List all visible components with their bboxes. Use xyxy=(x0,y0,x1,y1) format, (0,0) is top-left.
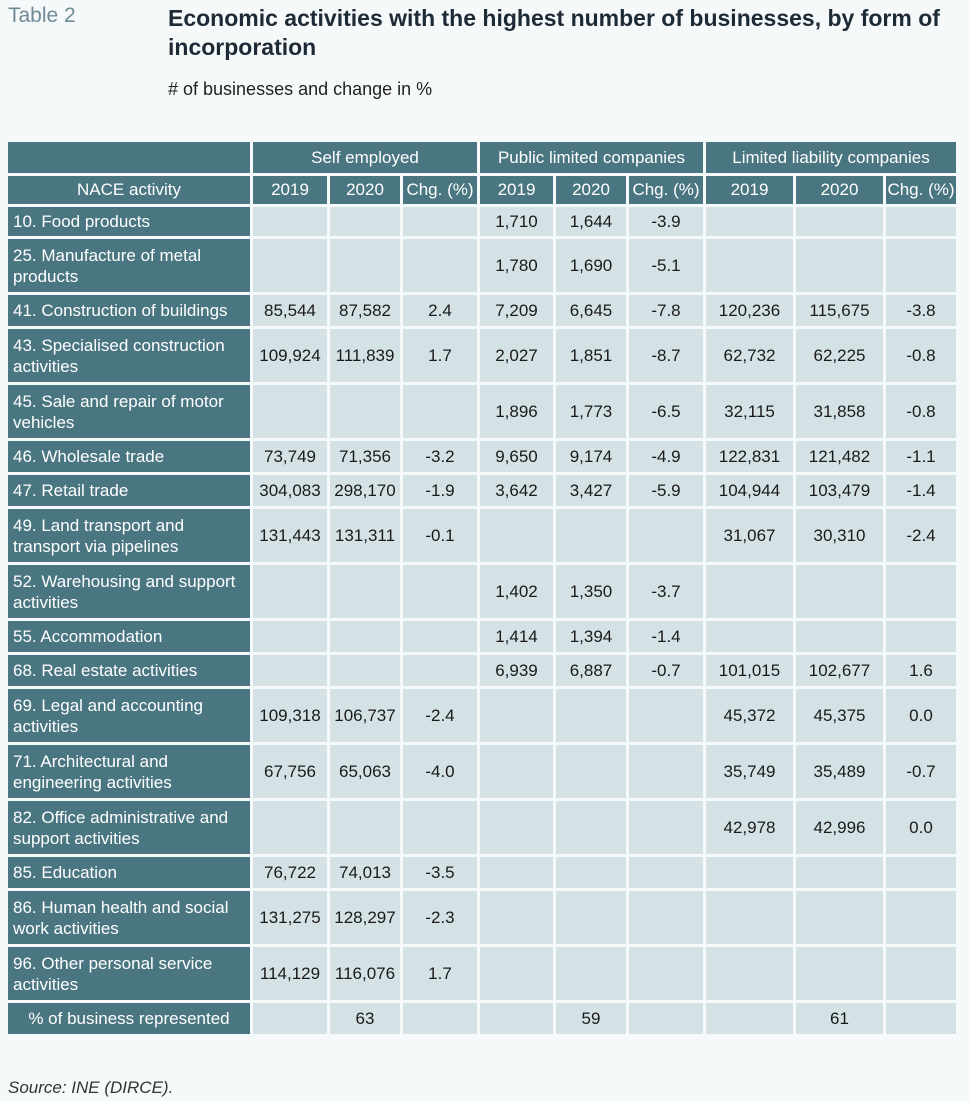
value-cell: -1.4 xyxy=(886,475,956,506)
value-cell: -1.9 xyxy=(403,475,477,506)
value-cell: 120,236 xyxy=(706,295,793,326)
value-cell xyxy=(629,801,703,854)
header-blank-cell xyxy=(8,142,250,173)
value-cell: 111,839 xyxy=(330,329,400,382)
value-cell: -5.9 xyxy=(629,475,703,506)
value-cell xyxy=(629,509,703,562)
value-cell: 76,722 xyxy=(253,857,327,888)
value-cell xyxy=(253,207,327,236)
value-cell: -3.5 xyxy=(403,857,477,888)
value-cell xyxy=(556,891,626,944)
activity-cell: 52. Warehousing and support activities xyxy=(8,565,250,618)
value-cell: -4.0 xyxy=(403,745,477,798)
value-cell: 1,690 xyxy=(556,239,626,292)
value-cell: 0.0 xyxy=(886,801,956,854)
value-cell: 298,170 xyxy=(330,475,400,506)
value-cell xyxy=(480,801,553,854)
column-header: 2020 xyxy=(556,176,626,204)
value-cell xyxy=(480,857,553,888)
value-cell xyxy=(556,689,626,742)
value-cell: 6,645 xyxy=(556,295,626,326)
table-row xyxy=(8,801,956,854)
value-cell: -2.4 xyxy=(886,509,956,562)
table-row xyxy=(8,295,956,326)
value-cell: -6.5 xyxy=(629,385,703,438)
value-cell xyxy=(706,1003,793,1034)
value-cell: 9,174 xyxy=(556,441,626,472)
value-cell xyxy=(480,689,553,742)
value-cell xyxy=(403,801,477,854)
value-cell: 102,677 xyxy=(796,655,883,686)
activity-cell: 46. Wholesale trade xyxy=(8,441,250,472)
table-row xyxy=(8,565,956,618)
value-cell xyxy=(403,239,477,292)
value-cell: 128,297 xyxy=(330,891,400,944)
value-cell: 59 xyxy=(556,1003,626,1034)
value-cell: 1,710 xyxy=(480,207,553,236)
value-cell: 1,851 xyxy=(556,329,626,382)
activity-cell: 45. Sale and repair of motor vehicles xyxy=(8,385,250,438)
value-cell: -3.8 xyxy=(886,295,956,326)
value-cell: 1,773 xyxy=(556,385,626,438)
value-cell xyxy=(403,621,477,652)
value-cell: -2.3 xyxy=(403,891,477,944)
value-cell: 101,015 xyxy=(706,655,793,686)
value-cell: 45,372 xyxy=(706,689,793,742)
value-cell: 109,318 xyxy=(253,689,327,742)
value-cell xyxy=(886,1003,956,1034)
value-cell xyxy=(629,891,703,944)
value-cell: 63 xyxy=(330,1003,400,1034)
value-cell xyxy=(706,947,793,1000)
activity-cell: 49. Land transport and transport via pipelines xyxy=(8,509,250,562)
value-cell: 3,642 xyxy=(480,475,553,506)
value-cell: -0.8 xyxy=(886,329,956,382)
value-cell: 6,939 xyxy=(480,655,553,686)
value-cell xyxy=(629,1003,703,1034)
value-cell xyxy=(886,891,956,944)
source-note: Source: INE (DIRCE). xyxy=(8,1078,174,1097)
value-cell xyxy=(706,207,793,236)
value-cell xyxy=(886,947,956,1000)
table-row xyxy=(8,509,956,562)
value-cell: 35,489 xyxy=(796,745,883,798)
value-cell: -3.7 xyxy=(629,565,703,618)
value-cell: 31,858 xyxy=(796,385,883,438)
value-cell: -8.7 xyxy=(629,329,703,382)
value-cell xyxy=(796,947,883,1000)
value-cell: 131,275 xyxy=(253,891,327,944)
value-cell: 42,996 xyxy=(796,801,883,854)
table-row xyxy=(8,475,956,506)
value-cell: -0.7 xyxy=(629,655,703,686)
value-cell: 31,067 xyxy=(706,509,793,562)
value-cell xyxy=(480,1003,553,1034)
value-cell xyxy=(629,745,703,798)
value-cell: 2,027 xyxy=(480,329,553,382)
value-cell xyxy=(886,621,956,652)
value-cell: 62,732 xyxy=(706,329,793,382)
value-cell xyxy=(706,891,793,944)
value-cell: 121,482 xyxy=(796,441,883,472)
value-cell: 1,896 xyxy=(480,385,553,438)
value-cell: -5.1 xyxy=(629,239,703,292)
value-cell: 103,479 xyxy=(796,475,883,506)
table-row xyxy=(8,857,956,888)
value-cell: -0.8 xyxy=(886,385,956,438)
table-row xyxy=(8,239,956,292)
value-cell xyxy=(886,565,956,618)
activity-cell: 82. Office administrative and support activities xyxy=(8,801,250,854)
value-cell: 131,311 xyxy=(330,509,400,562)
value-cell xyxy=(706,857,793,888)
table-row xyxy=(8,655,956,686)
value-cell xyxy=(253,1003,327,1034)
activity-cell: 41. Construction of buildings xyxy=(8,295,250,326)
group-header-limited-liability: Limited liability companies xyxy=(706,142,956,173)
column-header: 2020 xyxy=(330,176,400,204)
table-row xyxy=(8,207,956,236)
value-cell xyxy=(629,947,703,1000)
group-header-self-employed: Self employed xyxy=(253,142,477,173)
value-cell: 0.0 xyxy=(886,689,956,742)
value-cell: 1,402 xyxy=(480,565,553,618)
column-header: 2019 xyxy=(480,176,553,204)
column-header: 2020 xyxy=(796,176,883,204)
value-cell: 61 xyxy=(796,1003,883,1034)
table-row xyxy=(8,441,956,472)
column-header: Chg. (%) xyxy=(629,176,703,204)
value-cell: 1,414 xyxy=(480,621,553,652)
value-cell xyxy=(330,207,400,236)
value-cell: 1,350 xyxy=(556,565,626,618)
value-cell xyxy=(556,509,626,562)
value-cell: -1.4 xyxy=(629,621,703,652)
value-cell: -2.4 xyxy=(403,689,477,742)
value-cell: 32,115 xyxy=(706,385,793,438)
table-label: Table 2 xyxy=(8,4,76,27)
value-cell: 1,394 xyxy=(556,621,626,652)
value-cell: 67,756 xyxy=(253,745,327,798)
value-cell xyxy=(403,1003,477,1034)
value-cell: 1.7 xyxy=(403,947,477,1000)
value-cell xyxy=(330,655,400,686)
value-cell: 3,427 xyxy=(556,475,626,506)
value-cell: -3.9 xyxy=(629,207,703,236)
value-cell: 65,063 xyxy=(330,745,400,798)
activity-cell: % of business represented xyxy=(8,1003,250,1034)
value-cell xyxy=(403,385,477,438)
value-cell xyxy=(556,857,626,888)
activity-cell: 96. Other personal service activities xyxy=(8,947,250,1000)
data-table xyxy=(5,139,959,1037)
activity-cell: 25. Manufacture of metal products xyxy=(8,239,250,292)
value-cell xyxy=(556,745,626,798)
value-cell xyxy=(253,655,327,686)
value-cell: 45,375 xyxy=(796,689,883,742)
value-cell xyxy=(706,621,793,652)
value-cell xyxy=(480,947,553,1000)
value-cell: 9,650 xyxy=(480,441,553,472)
value-cell xyxy=(253,565,327,618)
table-title: Economic activities with the highest number of businesses, by form of incorporation xyxy=(168,5,940,60)
value-cell xyxy=(796,621,883,652)
value-cell xyxy=(480,891,553,944)
table-subtitle: # of businesses and change in % xyxy=(168,79,433,99)
value-cell xyxy=(253,621,327,652)
column-header: Chg. (%) xyxy=(886,176,956,204)
value-cell xyxy=(796,565,883,618)
value-cell xyxy=(253,801,327,854)
value-cell: 71,356 xyxy=(330,441,400,472)
value-cell xyxy=(556,801,626,854)
value-cell: 1.6 xyxy=(886,655,956,686)
table-row xyxy=(8,385,956,438)
value-cell: -4.9 xyxy=(629,441,703,472)
value-cell: 74,013 xyxy=(330,857,400,888)
activity-cell: 10. Food products xyxy=(8,207,250,236)
value-cell xyxy=(330,385,400,438)
value-cell xyxy=(330,621,400,652)
value-cell: 131,443 xyxy=(253,509,327,562)
value-cell xyxy=(886,239,956,292)
value-cell: 1,780 xyxy=(480,239,553,292)
activity-cell: 43. Specialised construction activities xyxy=(8,329,250,382)
table-row xyxy=(8,1003,956,1034)
table-row xyxy=(8,689,956,742)
value-cell xyxy=(796,239,883,292)
value-cell: 1.7 xyxy=(403,329,477,382)
value-cell xyxy=(403,655,477,686)
table-row xyxy=(8,745,956,798)
value-cell xyxy=(480,745,553,798)
value-cell: 87,582 xyxy=(330,295,400,326)
value-cell: -1.1 xyxy=(886,441,956,472)
value-cell xyxy=(886,207,956,236)
value-cell xyxy=(706,239,793,292)
value-cell xyxy=(629,857,703,888)
activity-cell: 47. Retail trade xyxy=(8,475,250,506)
value-cell: -7.8 xyxy=(629,295,703,326)
value-cell xyxy=(253,385,327,438)
value-cell: 6,887 xyxy=(556,655,626,686)
value-cell xyxy=(706,565,793,618)
column-header: 2019 xyxy=(253,176,327,204)
value-cell: 85,544 xyxy=(253,295,327,326)
value-cell xyxy=(796,891,883,944)
value-cell: 104,944 xyxy=(706,475,793,506)
value-cell: 2.4 xyxy=(403,295,477,326)
value-cell xyxy=(629,689,703,742)
value-cell: -0.7 xyxy=(886,745,956,798)
value-cell xyxy=(796,207,883,236)
table-row xyxy=(8,329,956,382)
value-cell xyxy=(556,947,626,1000)
value-cell: 73,749 xyxy=(253,441,327,472)
value-cell xyxy=(480,509,553,562)
column-header: 2019 xyxy=(706,176,793,204)
value-cell xyxy=(253,239,327,292)
table-row xyxy=(8,621,956,652)
value-cell xyxy=(403,207,477,236)
value-cell: 42,978 xyxy=(706,801,793,854)
value-cell: 109,924 xyxy=(253,329,327,382)
activity-cell: 55. Accommodation xyxy=(8,621,250,652)
value-cell xyxy=(886,857,956,888)
column-header: NACE activity xyxy=(8,176,250,204)
value-cell: 114,129 xyxy=(253,947,327,1000)
column-header: Chg. (%) xyxy=(403,176,477,204)
group-header-public-limited: Public limited companies xyxy=(480,142,703,173)
table-row xyxy=(8,947,956,1000)
value-cell: 106,737 xyxy=(330,689,400,742)
value-cell xyxy=(330,801,400,854)
table-row xyxy=(8,891,956,944)
table-body xyxy=(8,207,956,1034)
value-cell: 116,076 xyxy=(330,947,400,1000)
value-cell: 1,644 xyxy=(556,207,626,236)
activity-cell: 85. Education xyxy=(8,857,250,888)
value-cell: 115,675 xyxy=(796,295,883,326)
value-cell: 122,831 xyxy=(706,441,793,472)
activity-cell: 69. Legal and accounting activities xyxy=(8,689,250,742)
value-cell: 35,749 xyxy=(706,745,793,798)
activity-cell: 71. Architectural and engineering activities xyxy=(8,745,250,798)
value-cell xyxy=(403,565,477,618)
value-cell: -3.2 xyxy=(403,441,477,472)
value-cell xyxy=(796,857,883,888)
value-cell: 7,209 xyxy=(480,295,553,326)
activity-cell: 86. Human health and social work activities xyxy=(8,891,250,944)
value-cell xyxy=(330,239,400,292)
value-cell: 30,310 xyxy=(796,509,883,562)
value-cell: 62,225 xyxy=(796,329,883,382)
value-cell: 304,083 xyxy=(253,475,327,506)
activity-cell: 68. Real estate activities xyxy=(8,655,250,686)
value-cell: -0.1 xyxy=(403,509,477,562)
value-cell xyxy=(330,565,400,618)
